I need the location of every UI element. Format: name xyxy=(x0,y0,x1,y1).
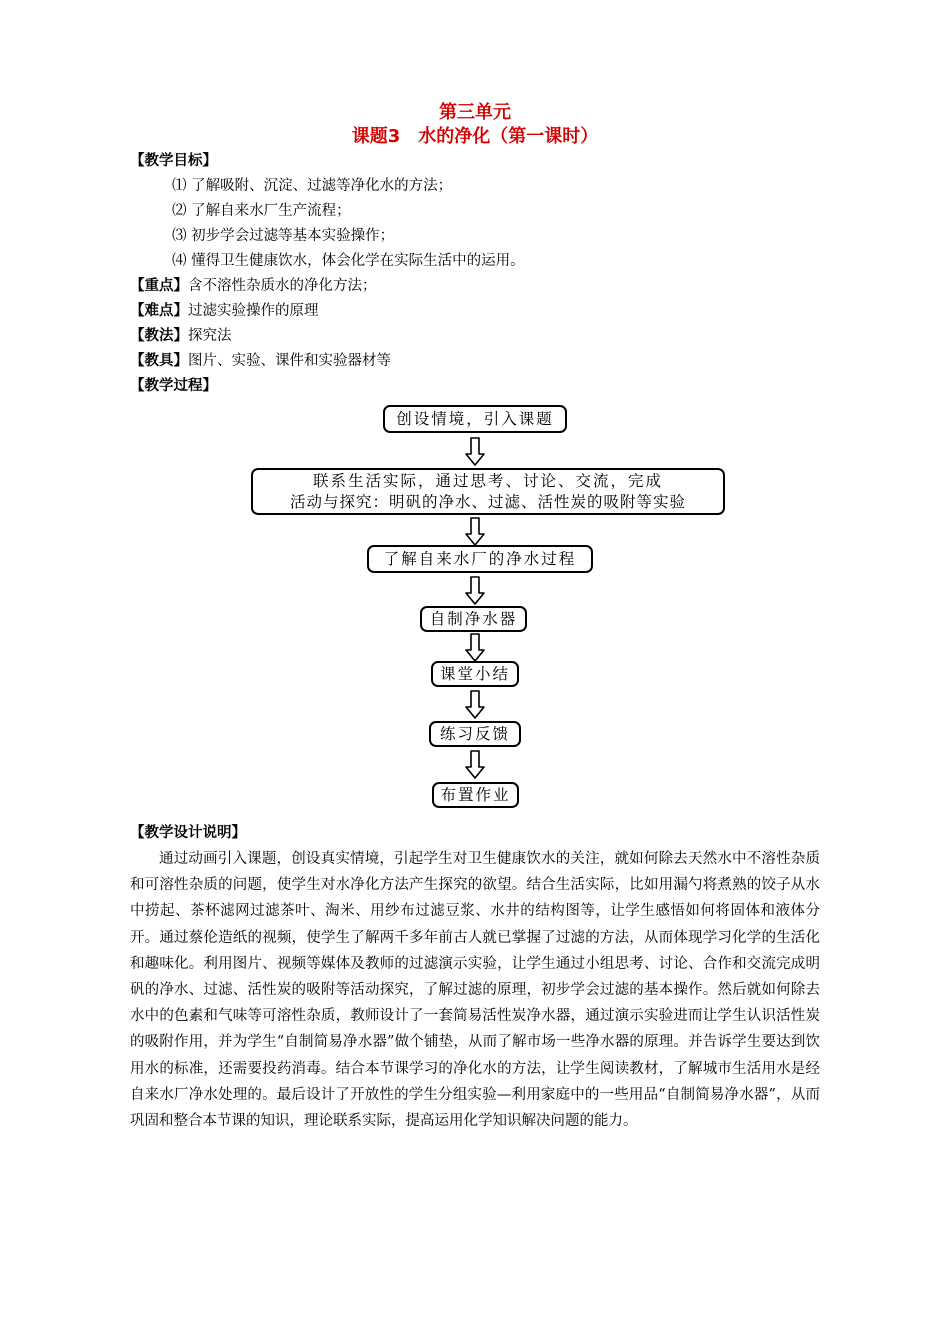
key-points-label: 【重点】 xyxy=(130,278,188,294)
flow-step-create-situation xyxy=(383,405,567,433)
down-arrow-icon xyxy=(464,750,486,780)
tools-text: 图片、实验、课件和实验器材等 xyxy=(188,353,391,369)
key-points-text: 含不溶性杂质水的净化方法； xyxy=(188,278,377,294)
objective-item-2: ⑵ 了解自来水厂生产流程； xyxy=(172,203,351,219)
flow-step-practice xyxy=(429,721,521,747)
flow-step-7-label: 布置作业 xyxy=(440,786,511,804)
flow-step-5-label: 课堂小结 xyxy=(439,665,510,683)
method-text: 探究法 xyxy=(188,328,232,344)
key-points-line xyxy=(130,275,377,297)
down-arrow-icon xyxy=(464,690,486,720)
design-paragraph: 通过动画引入课题，创设真实情境，引起学生对卫生健康饮水的关注，就如何除去天然水中不溶性杂质和可溶性杂质的问题，使学生对水净化方法产生探究的欲望。结合生活实际，比如用漏勺将煮熟的饺子从水中捞起、茶杯滤网过滤茶叶、淘米、用纱布过滤豆浆、水井的结构图等，让学生感悟如何将固体和液体分开。通过蔡伦造纸的视频，使学生了解两千多年前古人就已掌握了过滤的方法，从而体现学习化学的生活化和趣味化。利用图片、视频等媒体及教师的过滤演示实验，让学生通过小组思考、讨论、合作和交流完成明矾的净水、过滤、活性炭的吸附等活动探究，了解过滤的原理，初步学会过滤的基本操作。然后就如何除去水中的色素和气味等可溶性杂质，教师设计了一套简易活性炭净水器，通过演示实验进而让学生认识活性炭的吸附作用，并为学生“自制简易净水器”做个铺垫，从而了解市场一些净水器的原理。并告诉学生要达到饮用水的标准，还需要投药消毒。结合本节课学习的净化水的方法，让学生阅读教材，了解城市生活用水是经自来水厂净水处理的。最后设计了开放性的学生分组实验—利用家庭中的一些用品“自制简易净水器”，从而巩固和整合本节课的知识，理论联系实际，提高运用化学知识解决问题的能力。 xyxy=(130,851,820,1130)
flow-step-summary xyxy=(431,661,519,687)
objectives-heading: 【教学目标】 xyxy=(130,153,217,169)
objective-item-1: ⑴ 了解吸附、沉淀、过滤等净化水的方法； xyxy=(172,178,453,194)
down-arrow-icon xyxy=(464,576,486,606)
down-arrow-icon xyxy=(464,633,486,663)
flow-step-homework xyxy=(432,782,519,808)
difficulty-label: 【难点】 xyxy=(130,303,188,319)
tools-label: 【教具】 xyxy=(130,353,188,369)
objective-item-3: ⑶ 初步学会过滤等基本实验操作； xyxy=(172,228,395,244)
down-arrow-icon xyxy=(464,517,486,547)
flow-step-3-label: 了解自来水厂的净水过程 xyxy=(383,550,577,568)
flow-step-1-label: 创设情境，引入课题 xyxy=(396,410,554,428)
tools-line xyxy=(130,350,391,372)
process-heading: 【教学过程】 xyxy=(130,378,217,394)
flow-step-make-purifier xyxy=(420,606,527,632)
method-line xyxy=(130,325,232,347)
objective-item-4: ⑷ 懂得卫生健康饮水，体会化学在实际生活中的运用。 xyxy=(172,253,525,269)
lesson-title: 课题3 水的净化（第一课时） xyxy=(351,126,599,147)
method-label: 【教法】 xyxy=(130,328,188,344)
flow-step-6-label: 练习反馈 xyxy=(439,725,510,743)
flow-step-4-label: 自制净水器 xyxy=(429,610,518,628)
unit-title: 第三单元 xyxy=(439,102,511,123)
flow-step-2-line-1: 联系生活实际，通过思考、讨论、交流，完成 xyxy=(312,472,663,490)
down-arrow-icon xyxy=(464,437,486,467)
design-heading: 【教学设计说明】 xyxy=(130,825,246,841)
difficulty-text: 过滤实验操作的原理 xyxy=(188,303,319,319)
flow-step-activities xyxy=(251,468,725,515)
flow-step-water-plant xyxy=(367,545,593,573)
flow-step-2-line-2: 活动与探究：明矾的净水、过滤、活性炭的吸附等实验 xyxy=(289,493,686,511)
difficulty-line xyxy=(130,300,319,322)
